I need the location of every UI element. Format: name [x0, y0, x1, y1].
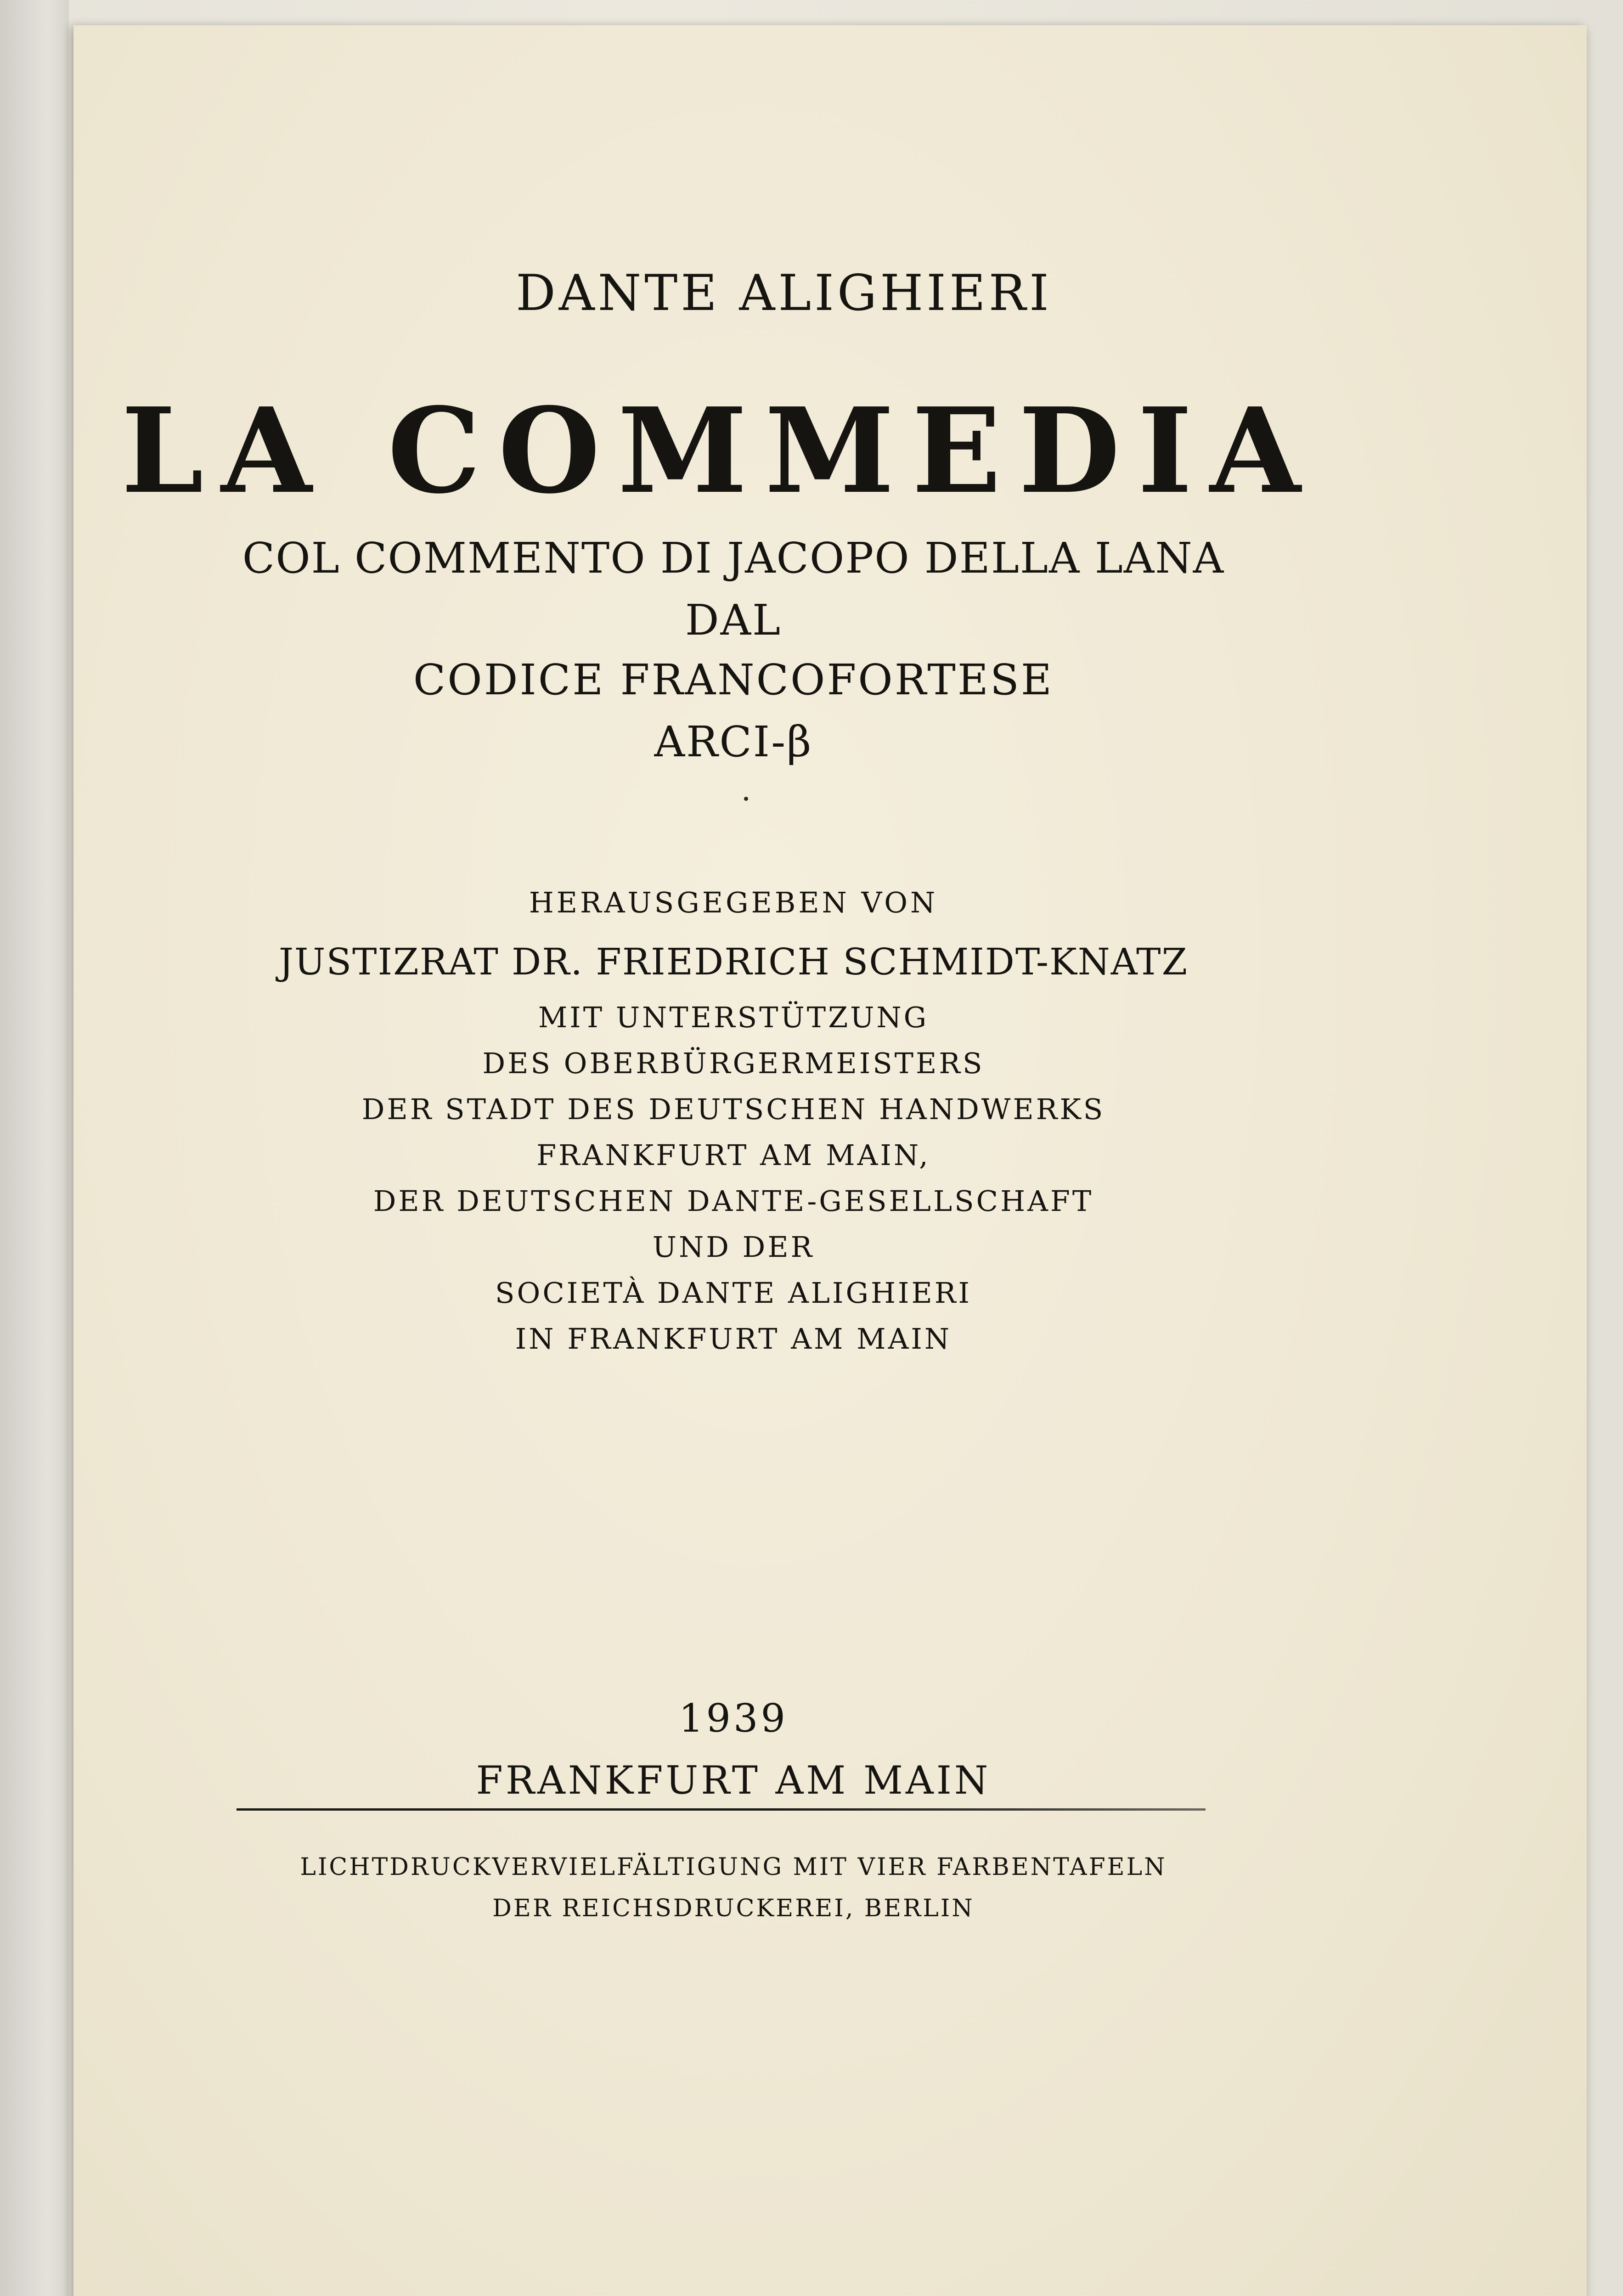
- ornament-dot: [744, 797, 748, 801]
- publication-year: 1939: [679, 1696, 788, 1741]
- support-line: SOCIETÀ DANTE ALIGHIERI: [495, 1276, 972, 1310]
- support-line: MIT UNTERSTÜTZUNG: [538, 1001, 929, 1034]
- editor-name: JUSTIZRAT DR. FRIEDRICH SCHMIDT-KNATZ: [278, 940, 1189, 983]
- subtitle-line: CODICE FRANCOFORTESE: [413, 655, 1054, 704]
- book-title: LA COMMEDIA: [121, 383, 1319, 520]
- author-name: DANTE ALIGHIERI: [516, 264, 1052, 322]
- support-line: IN FRANKFURT AM MAIN: [515, 1322, 952, 1356]
- printing-note-line: LICHTDRUCKVERVIELFÄLTIGUNG MIT VIER FARBENTAFELN: [300, 1853, 1167, 1881]
- subtitle-line: DAL: [685, 596, 782, 645]
- support-line: FRANKFURT AM MAIN,: [536, 1138, 930, 1172]
- support-line: UND DER: [652, 1230, 815, 1264]
- support-line: DES OBERBÜRGERMEISTERS: [482, 1047, 985, 1080]
- horizontal-rule: [237, 1808, 1206, 1811]
- subtitle-line: ARCI-β: [654, 717, 813, 766]
- subtitle-line: COL COMMENTO DI JACOPO DELLA LANA: [242, 534, 1225, 583]
- publication-place: FRANKFURT AM MAIN: [476, 1758, 991, 1803]
- edited-by-label: HERAUSGEGEBEN VON: [529, 886, 938, 919]
- support-line: DER STADT DES DEUTSCHEN HANDWERKS: [361, 1092, 1105, 1126]
- printing-note-line: DER REICHSDRUCKEREI, BERLIN: [492, 1895, 975, 1922]
- support-line: DER DEUTSCHEN DANTE-GESELLSCHAFT: [373, 1184, 1094, 1218]
